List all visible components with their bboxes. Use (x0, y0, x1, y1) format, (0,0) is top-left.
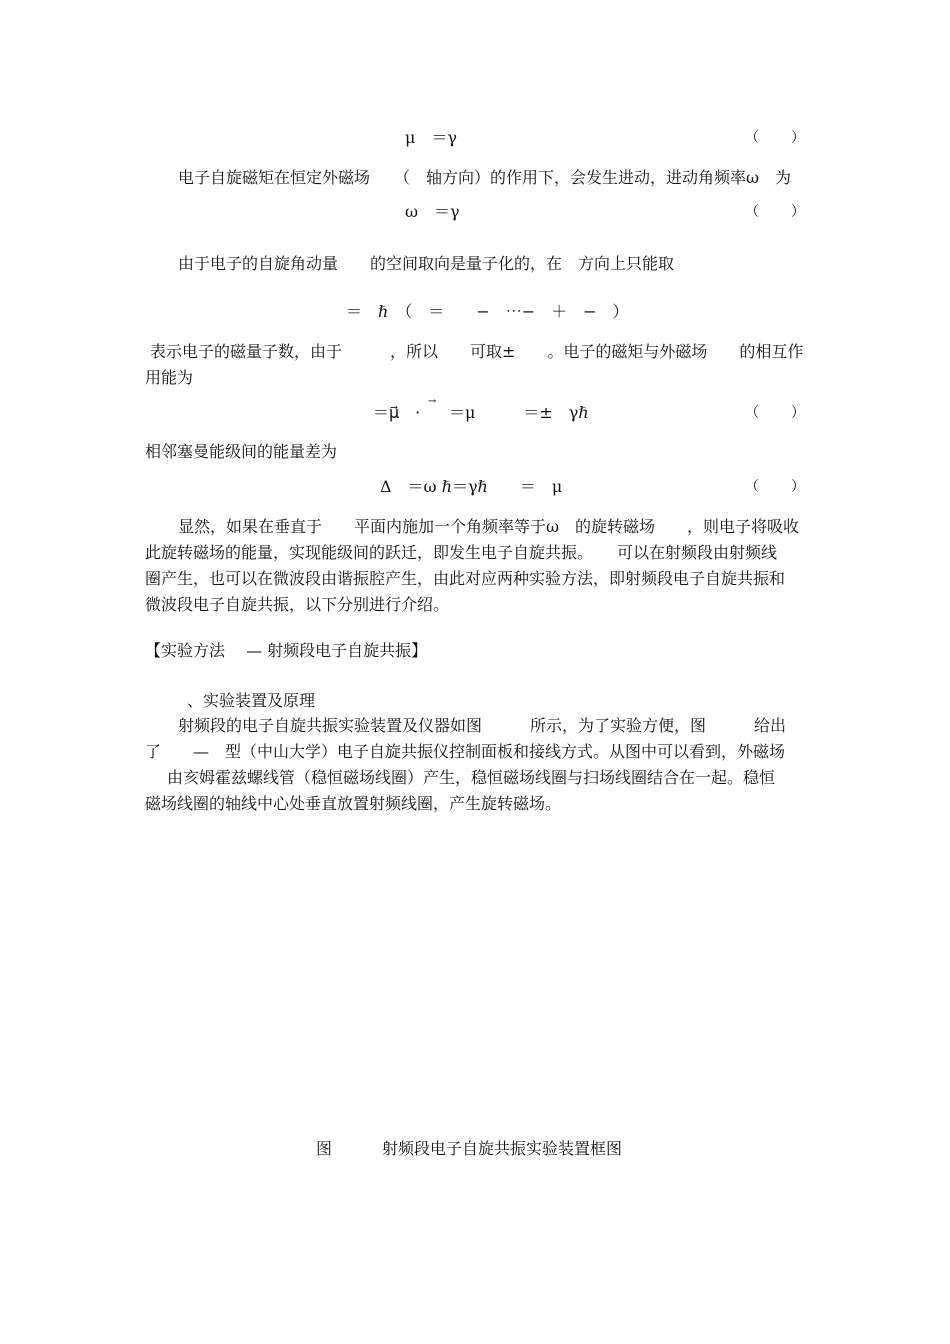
paragraph-resonance-line3: 圈产生，也可以在微波段由谐振腔产生，由此对应两种实验方法，即射频段电子自旋共振和 (145, 569, 786, 588)
paragraph-apparatus-line2: 了 — 型（中山大学）电子自旋共振仪控制面板和接线方式。从图中可以看到，外磁场 (145, 742, 786, 761)
paragraph-precession: 电子自旋磁矩在恒定外磁场 （ 轴方向）的作用下，会发生进动，进动角频率ω 为 (178, 168, 792, 187)
equation-number-open: （ (745, 130, 759, 146)
paragraph-apparatus-line4: 磁场线圈的轴线中心处垂直放置射频线圈，产生旋转磁场。 (145, 794, 562, 813)
paragraph-resonance-line2: 此旋转磁场的能量，实现能级间的跃迁，即发生电子自旋共振。 可以在射频段由射频线 (145, 543, 778, 562)
paragraph-apparatus-line1: 射频段的电子自旋共振实验装置及仪器如图 所示，为了实验方便，图 给出 (178, 716, 787, 735)
vector-arrow: → (428, 396, 437, 407)
equation-interaction-energy-part1: ＝μ⃗ · (373, 403, 421, 422)
equation-energy-difference: Δ ＝ω ℏ＝γℏ ＝ μ (380, 477, 563, 496)
paragraph-magnetic-quantum-number-line2: 用能为 (145, 368, 194, 387)
equation-angular-frequency: ω ＝γ (405, 202, 460, 221)
equation-number-open: （ (745, 479, 759, 495)
paragraph-resonance-line1: 显然，如果在垂直于 平面内施加一个角频率等于ω 的旋转磁场 ，则电子将吸收 (178, 517, 800, 536)
equation-magnetic-moment: μ ＝γ (405, 128, 457, 147)
figure-caption: 射频段电子自旋共振实验装置框图 (382, 1139, 623, 1158)
equation-number-open: （ (745, 204, 759, 220)
subsection-heading: 、实验装置及原理 (187, 691, 316, 710)
figure-label: 图 (316, 1139, 333, 1158)
equation-number-open: （ (745, 405, 759, 421)
equation-number-close: ） (791, 130, 805, 146)
paragraph-quantization: 由于电子的自旋角动量 的空间取向是量子化的，在 方向上只能取 (178, 254, 675, 273)
paragraph-apparatus-line3: 由亥姆霍兹螺线管（稳恒磁场线圈）产生，稳恒磁场线圈与扫场线圈结合在一起。稳恒 (167, 768, 776, 787)
paragraph-magnetic-quantum-number-line1: 表示电子的磁量子数，由于 ，所以 可取± 。电子的磁矩与外磁场 的相互作 (150, 342, 804, 361)
equation-number-close: ） (791, 204, 805, 220)
equation-number-close: ） (791, 479, 805, 495)
equation-quantized-values: ＝ ℏ （ ＝ − ⋯− ＋ − ） (346, 302, 629, 321)
paragraph-resonance-line4: 微波段电子自旋共振，以下分别进行介绍。 (145, 595, 450, 614)
paragraph-zeeman-energy-difference: 相邻塞曼能级间的能量差为 (145, 442, 338, 461)
equation-number-close: ） (791, 405, 805, 421)
equation-interaction-energy-part2: ＝μ ＝± γℏ (449, 403, 589, 422)
section-heading: 【实验方法 — 射频段电子自旋共振】 (145, 641, 428, 660)
